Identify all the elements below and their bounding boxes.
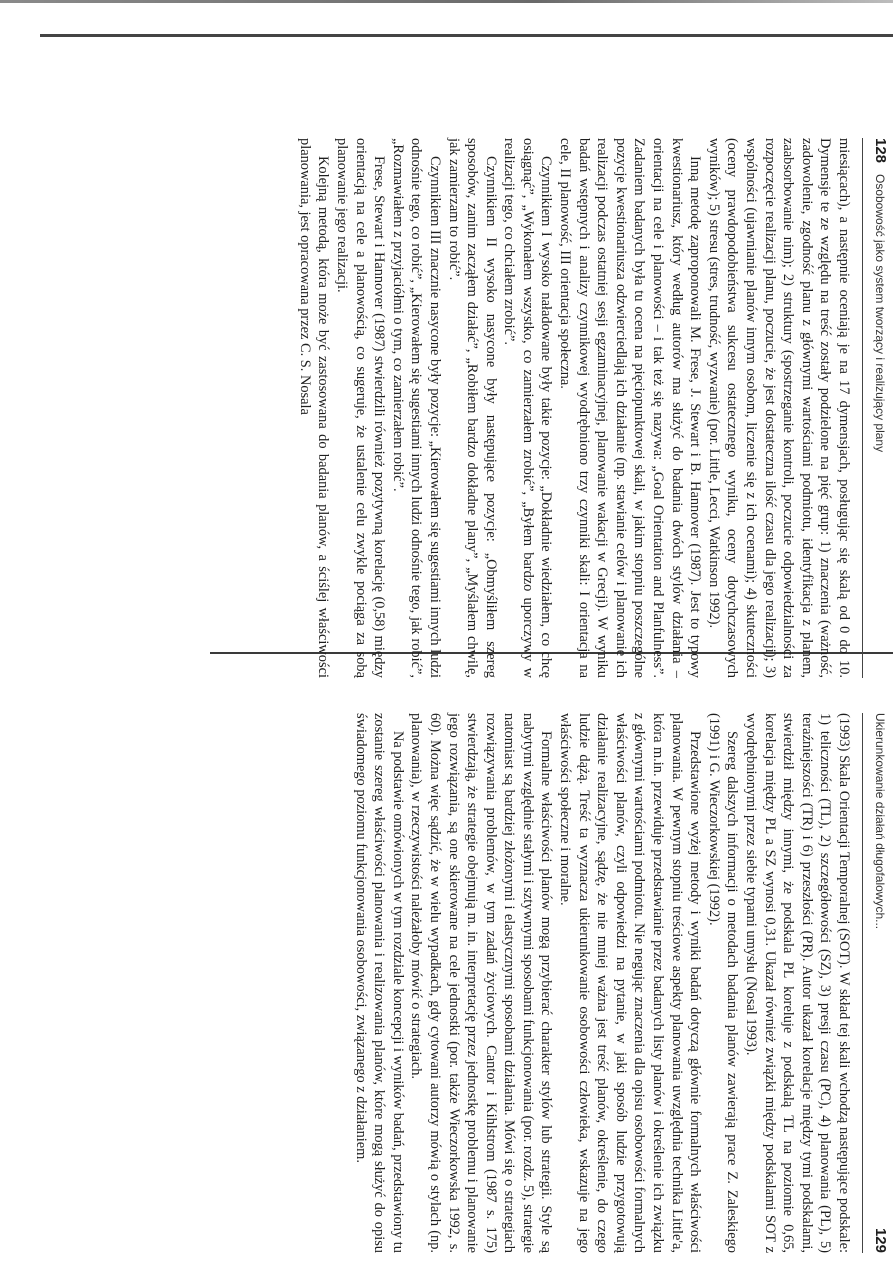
book-spread xyxy=(106,138,891,1253)
page-number: 128 xyxy=(872,138,889,164)
paragraph: Inną metodę zaproponowali M. Frese, J. Stewart i B. Hannover (1987). Jest to typowy kwestionariusz, który według autorów ma służyć do badania dwóch stylów działania – orientacji na cele i planowości – i tak też się nazywa: „Goal Orientation and Planfulness”. Zadaniem badanych była tu ocena na pięciopunktowej skali, w jakim stopniu poszczególne pozycje kwestionariusza odzwierciedlają ich działanie (np. stawianie celów i planowanie ich realizacji podczas ostatniej sesji egzaminacyjnej, planowanie wakacji w Grecji). W wyniku badań wstępnych i analizy czynnikowej wyodrębniono trzy czynniki skali: I orientacja na cele, II planowość, III orientacja społeczna. xyxy=(557,138,704,678)
scan-rule-top xyxy=(40,34,893,37)
paragraph: Formalne właściwości planów mogą przybierać charakter stylów lub strategii. Style są nabytymi względnie stałymi i sztywnymi sposobami funkcjonowania (por. rozdz. 5), strategie natomiast są bardziej złożonymi i elastycznymi sposobami działania. Mówi się o strategiach rozwiązywania problemów, w tym zadań życiowych. Cantor i Kihlstrom (1987 s. 175) stwierdzają, że strategie obejmują m. in. interpretację przez jednostkę problemu i planowanie jego rozwiązania, są one skierowane na cele jednostki (por. także Wieczorkowska 1992, s. 60). Można więc sądzić, że w wielu wypadkach, gdy cytowani autorzy mówią o stylach (np. planowania), w rzeczywistości należałoby mówić o strategiach. xyxy=(408,713,555,1253)
running-title: Ukierunkowanie działań długofalowych... xyxy=(873,713,887,930)
paragraph: Frese, Stewart i Hannover (1987) stwierdzili również pozytywną korelację (0,58) między orientacją na cele a planowością, co sugeruje, że ustalenie celu zwykle pociąga za sobą planowanie jego realizacji. xyxy=(333,138,388,678)
page-number: 129 xyxy=(872,1227,889,1253)
running-head xyxy=(862,713,891,1253)
paragraph: Czynnikiem II wysoko nasycone były następujące pozycje: „Obmyśliłem szereg sposobów, zanim zacząłem działać”, „Robiłem bardzo dokładne plany”, „Myślałem chwilę, jak zamierzam to robić”. xyxy=(445,138,499,678)
left-page xyxy=(106,138,891,678)
paragraph: Na podstawie omówionych w tym rozdziale koncepcji i wyników badań, przedstawiony tu zostanie szereg właściwości planowania i realizowania planów, które mogą służyć do opisu świadomego poziomu funkcjonowania osobowości, związanego z działaniem. xyxy=(352,713,406,1253)
paragraph: (1993) Skala Orientacji Temporalnej (SOT). W skład tej skali wchodzą następujące podskale: 1) teliczności (TL), 2) szczegółowości (SZ), 3) presji czasu (PC), 4) planowania (PL), 5) teraźniejszości (TR) i 6) przeszłości (PR). Autor ukazał korelacje między tymi podskalami, stwierdził między innymi, że podskala PL koreluje z podskalą TL na poziomie 0,65, korelacja między PL a SZ wynosi 0,31. Ukazał również związki między podskalami SOT z wyodrębnionymi przez siebie typami umysłu (Nosal 1993). xyxy=(743,713,852,1253)
body-text xyxy=(351,713,853,1253)
running-title: Osobowość jako system tworzący i realizujący plany xyxy=(873,174,887,453)
paragraph: Szereg dalszych informacji o metodach badania planów zawierają prace Z. Zaleskiego (1991) i G. Wieczorkowskiej (1992). xyxy=(705,713,741,1253)
right-page xyxy=(106,713,891,1253)
running-head xyxy=(862,138,891,678)
paragraph: Czynnikiem III znacznie nasycone były pozycje: „Kierowałem się sugestiami innych ludzi odnośnie tego, co robić”, „Kierowałem się sugestiami innych ludzi odnośnie tego, jak robić”, „Rozmawiałem z przyjaciółmi o tym, co zamierzałem robić”. xyxy=(389,138,443,678)
paragraph: Przedstawione wyżej metody i wyniki badań dotyczą głównie formalnych właściwości planowania. W pewnym stopniu treściowe aspekty planowania uwzględnia technika Little'a, która m.in. przewiduje przedstawianie przez badanych listy planów i określenie ich związku z głównymi wartościami podmiotu. Nie negując znaczenia dla opisu osobowości formalnych właściwości planów, czyli odpowiedzi na pytanie, w jaki sposób ludzie przygotowują działanie realizacyjne, sądzę, że nie mniej ważna jest treść planów, określenie, do czego ludzie dążą. Treść ta wyznacza ukierunkowanie osobowości człowieka, wskazuje na jego właściwości społeczne i moralne. xyxy=(557,713,704,1253)
paragraph: Czynnikiem I wysoko naładowane były takie pozycje: „Dokładnie wiedziałem, co chcę osiągnąć”, „Wykonałem wszystko, co zamierzałem zrobić”, „Byłem bardzo uporczywy w realizacji tego, co chciałem zrobić”. xyxy=(501,138,555,678)
paragraph: Kolejną metodą, która może być zastosowana do badania planów, a ściślej właściwości planowania, jest opracowana przez C. S. Nosala xyxy=(296,138,332,678)
body-text xyxy=(295,138,853,678)
scan-edge-top xyxy=(0,0,893,3)
paragraph: miesiącach), a następnie oceniają je na 17 dymensjach, posługując się skalą od 0 do 10. Dymensje te ze względu na treść zostały podzielone na pięć grup: 1) znaczenia (ważność, zadowolenie, zgodność planu z głównymi wartościami podmiotu, identyfikacja z planem, zaabsorbowanie nim); 2) struktury (spostrzeganie kontroli, poczucie odpowiedzialności za rozpoczęcie realizacji planu, poczucie, że jest dostateczna ilość czasu dla jego realizacji); 3) wspólności (ujawnianie planów innym osobom, liczenie się z ich ocenami); 4) skuteczności (oceny prawdopodobieństwa sukcesu ostatecznego wyniku, oceny dotychczasowych wyników); 5) stresu (stres, trudność, wyzwanie) (por. Little, Lecci, Watkinson 1992). xyxy=(705,138,852,678)
